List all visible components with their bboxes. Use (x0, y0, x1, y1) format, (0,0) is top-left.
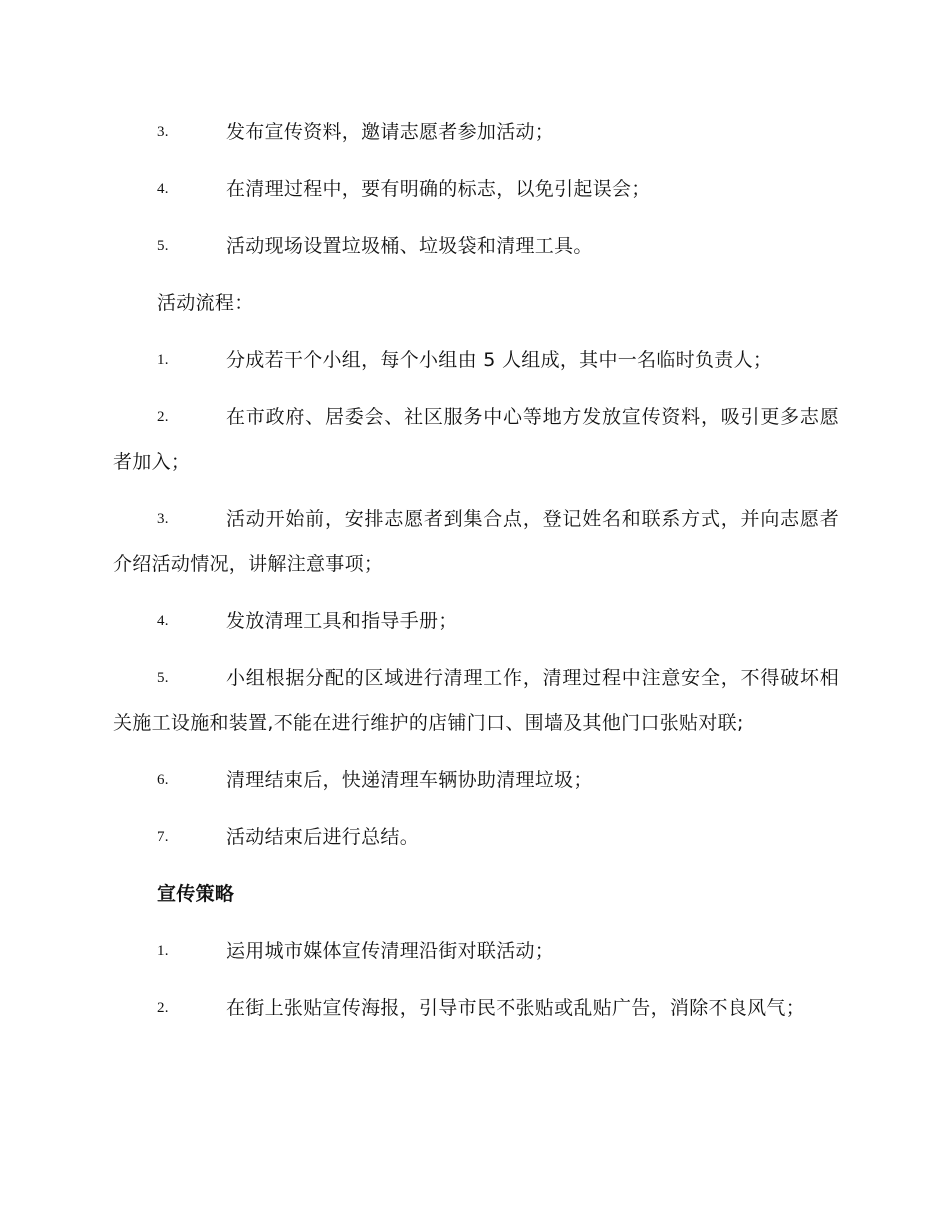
list-number: 3. (157, 511, 169, 527)
list-number: 5. (157, 670, 169, 686)
list-number: 2. (157, 409, 169, 425)
list-text: 发布宣传资料，邀请志愿者参加活动； (226, 121, 555, 143)
list-text: 在市政府、居委会、社区服务中心等地方发放宣传资料，吸引更多志愿者加入； (113, 406, 839, 473)
list-text: 小组根据分配的区域进行清理工作，清理过程中注意安全，不得破坏相关施工设施和装置,不能在进行维护的店铺门口、围墙及其他门口张贴对联; (113, 667, 839, 734)
list-number: 3. (157, 124, 169, 140)
list-item (113, 395, 839, 485)
list-number: 4. (157, 181, 169, 197)
process-title: 活动流程： (157, 292, 254, 314)
list-number: 5. (157, 238, 169, 254)
list-item (113, 599, 839, 644)
list-item (113, 815, 839, 860)
list-item (113, 929, 839, 974)
list-number: 1. (157, 352, 169, 368)
list-item (113, 986, 839, 1031)
list-number: 1. (157, 943, 169, 959)
list-item (113, 656, 839, 746)
list-number: 2. (157, 1000, 169, 1016)
list-text: 在街上张贴宣传海报，引导市民不张贴或乱贴广告，消除不良风气； (226, 997, 806, 1019)
list-number: 6. (157, 772, 169, 788)
list-text: 运用城市媒体宣传清理沿街对联活动； (226, 940, 555, 962)
list-number: 7. (157, 829, 169, 845)
list-text: 在清理过程中，要有明确的标志，以免引起误会； (226, 178, 651, 200)
list-text: 活动现场设置垃圾桶、垃圾袋和清理工具。 (226, 235, 593, 257)
list-text: 分成若干个小组，每个小组由 5 人组成，其中一名临时负责人； (226, 349, 773, 371)
list-item (113, 338, 839, 383)
section-heading: 宣传策略 (157, 883, 235, 905)
list-text: 发放清理工具和指导手册； (226, 610, 458, 632)
list-text: 清理结束后，快递清理车辆协助清理垃圾； (226, 769, 593, 791)
list-text: 活动结束后进行总结。 (226, 826, 420, 848)
list-item (113, 497, 839, 587)
list-item (113, 110, 839, 155)
list-item (113, 167, 839, 212)
list-number: 4. (157, 613, 169, 629)
document-body (113, 110, 839, 1043)
list-item (113, 758, 839, 803)
list-item (113, 224, 839, 269)
list-text: 活动开始前，安排志愿者到集合点，登记姓名和联系方式，并向志愿者介绍活动情况，讲解注意事项； (113, 508, 839, 575)
